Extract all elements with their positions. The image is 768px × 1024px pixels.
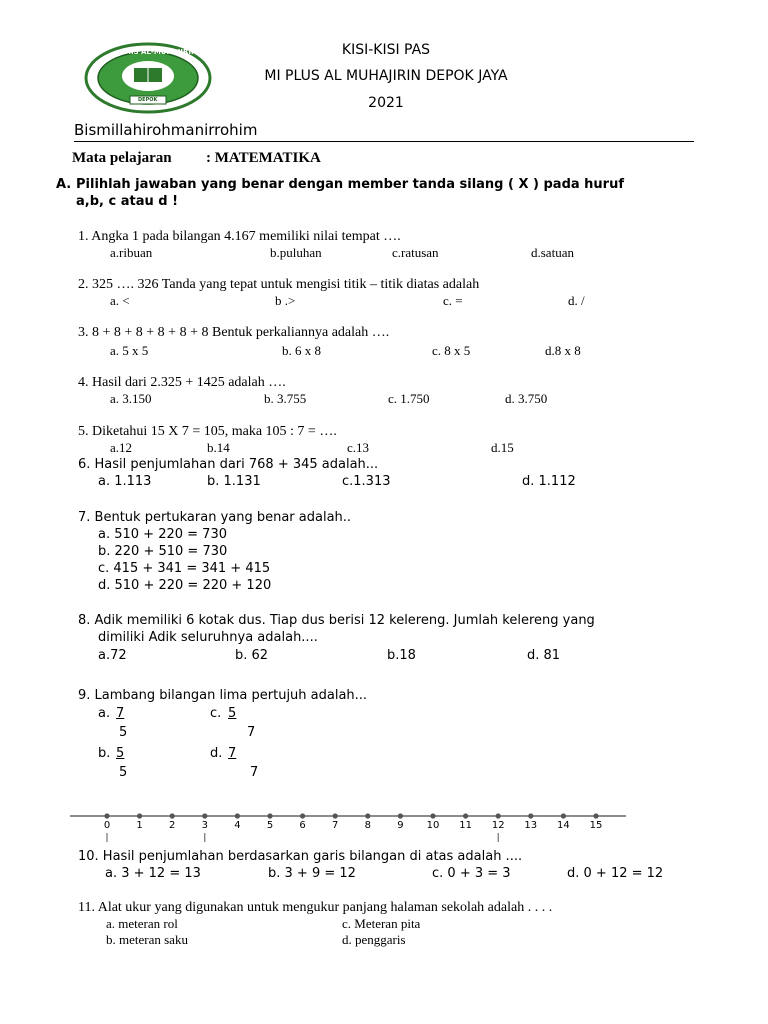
q3-option-b: b. 6 x 8 [282, 343, 321, 358]
number-line-label-0: 0 [103, 820, 111, 831]
number-line-point-5 [267, 813, 272, 818]
subject-value: : MATEMATIKA [206, 150, 321, 166]
q11-option-d: d. penggaris [342, 932, 406, 947]
q4-option-c: c. 1.750 [388, 391, 430, 406]
q6-option-d: d. 1.112 [522, 474, 576, 489]
header-school: MI PLUS AL MUHAJIRIN DEPOK JAYA [264, 68, 508, 84]
number-line-label-15: 15 [589, 820, 603, 831]
number-line-point-4 [235, 813, 240, 818]
q5-option-b: b.14 [207, 440, 230, 455]
q5-option-c: c.13 [347, 440, 370, 455]
header-title: KISI-KISI PAS [341, 42, 431, 58]
number-line-point-9 [398, 813, 403, 818]
number-line-label-12: 12 [491, 820, 505, 831]
number-line-label-7: 7 [332, 820, 339, 831]
q9-option-c-numerator: 5 [228, 706, 237, 721]
question-5: 5. Diketahui 15 X 7 = 105, maka 105 : 7 = …. [78, 424, 337, 439]
header-divider [74, 141, 694, 142]
q9-option-c-label: c. [210, 706, 222, 721]
q2-option-d: d. / [568, 293, 585, 308]
q5-option-d: d.15 [491, 440, 514, 455]
q4-option-a: a. 3.150 [110, 391, 152, 406]
number-line-label-8: 8 [364, 820, 371, 831]
q9-option-d-denominator: 7 [250, 765, 259, 780]
q9-option-b-denominator: 5 [119, 765, 128, 780]
q6-option-a: a. 1.113 [98, 474, 152, 489]
q6-option-c: c.1.313 [342, 474, 391, 489]
q5-option-a: a.12 [110, 440, 133, 455]
number-line [70, 804, 630, 848]
number-line-label-3: 3 [201, 820, 208, 831]
q4-option-d: d. 3.750 [505, 391, 548, 406]
q1-option-b: b.puluhan [270, 245, 322, 260]
q10-option-a: a. 3 + 12 = 13 [105, 866, 201, 881]
q10-option-c: c. 0 + 3 = 3 [432, 866, 511, 881]
number-line-label-6: 6 [299, 820, 306, 831]
number-line-point-2 [170, 813, 175, 818]
number-line-label-2: 2 [169, 820, 176, 831]
question-9: 9. Lambang bilangan lima pertujuh adalah... [78, 688, 368, 703]
question-1: 1. Angka 1 pada bilangan 4.167 memiliki nilai tempat …. [78, 229, 401, 244]
number-line-label-11: 11 [459, 820, 472, 831]
number-line-point-14 [561, 813, 566, 818]
number-line-point-15 [593, 813, 598, 818]
question-8-cont: dimiliki Adik seluruhnya adalah.... [98, 630, 318, 645]
logo-text-top: MIS AL-MUHAJIRIN [124, 48, 197, 56]
q7-option-a: a. 510 + 220 = 730 [98, 527, 227, 542]
q8-option-d: d. 81 [527, 648, 561, 663]
q9-option-d-numerator: 7 [228, 746, 237, 761]
q2-option-c: c. = [443, 293, 463, 308]
question-11: 11. Alat ukur yang digunakan untuk mengukur panjang halaman sekolah adalah . . . . [78, 900, 553, 915]
q9-option-a-label: a. [98, 706, 111, 721]
q7-option-d: d. 510 + 220 = 220 + 120 [98, 578, 272, 593]
q8-option-c: b.18 [387, 648, 416, 663]
question-7: 7. Bentuk pertukaran yang benar adalah.. [78, 510, 352, 525]
number-line-point-12 [496, 813, 501, 818]
q8-option-b: b. 62 [235, 648, 269, 663]
q11-option-b: b. meteran saku [106, 932, 188, 947]
number-line-point-11 [463, 813, 468, 818]
number-line-label-10: 10 [426, 820, 440, 831]
number-line-label-13: 13 [524, 820, 538, 831]
header-year: 2021 [368, 95, 404, 111]
q3-option-d: d.8 x 8 [545, 343, 581, 358]
q8-option-a: a.72 [98, 648, 127, 663]
q3-option-a: a. 5 x 5 [110, 343, 149, 358]
q9-option-a-numerator: 7 [116, 706, 125, 721]
number-line-label-1: 1 [136, 820, 143, 831]
number-line-point-0 [104, 813, 109, 818]
number-line-point-7 [333, 813, 338, 818]
number-line-point-6 [300, 813, 305, 818]
q1-option-c: c.ratusan [392, 245, 439, 260]
number-line-label-14: 14 [557, 820, 570, 831]
q4-option-b: b. 3.755 [264, 391, 307, 406]
q9-option-d-label: d. [210, 746, 223, 761]
question-8: 8. Adik memiliki 6 kotak dus. Tiap dus berisi 12 kelereng. Jumlah kelereng yang [78, 613, 595, 628]
q9-option-a-denominator: 5 [119, 725, 128, 740]
q9-option-c-denominator: 7 [247, 725, 256, 740]
q10-option-d: d. 0 + 12 = 12 [567, 866, 664, 881]
number-line-point-13 [528, 813, 533, 818]
question-4: 4. Hasil dari 2.325 + 1425 adalah …. [78, 375, 286, 390]
question-6: 6. Hasil penjumlahan dari 768 + 345 adalah... [78, 457, 379, 472]
question-3: 3. 8 + 8 + 8 + 8 + 8 + 8 Bentuk perkaliannya adalah …. [78, 325, 390, 340]
q3-option-c: c. 8 x 5 [432, 343, 471, 358]
q7-option-b: b. 220 + 510 = 730 [98, 544, 228, 559]
number-line-point-8 [365, 813, 370, 818]
q11-option-c: c. Meteran pita [342, 916, 421, 931]
subject-label: Mata pelajaran [72, 150, 172, 166]
number-line-label-5: 5 [266, 820, 274, 831]
q1-option-d: d.satuan [531, 245, 574, 260]
number-line-point-10 [430, 813, 435, 818]
q7-option-c: c. 415 + 341 = 341 + 415 [98, 561, 271, 576]
q11-option-a: a. meteran rol [106, 916, 178, 931]
number-line-label-4: 4 [234, 820, 241, 831]
q10-option-b: b. 3 + 9 = 12 [268, 866, 356, 881]
number-line-point-3 [202, 813, 207, 818]
q2-option-b: b .> [275, 293, 296, 308]
section-instruction: Pilihlah jawaban yang benar dengan member tanda silang ( X ) pada huruf [76, 177, 625, 192]
question-10: 10. Hasil penjumlahan berdasarkan garis bilangan di atas adalah .... [78, 849, 523, 864]
number-line-label-9: 9 [397, 820, 404, 831]
logo-text-bottom: DEPOK [138, 97, 158, 103]
q2-option-a: a. < [110, 293, 130, 308]
q9-option-b-numerator: 5 [116, 746, 125, 761]
number-line-point-1 [137, 813, 142, 818]
bismillah: Bismillahirohmanirrohim [74, 121, 258, 139]
q1-option-a: a.ribuan [110, 245, 153, 260]
section-instruction-2: a,b, c atau d ! [76, 194, 179, 209]
q6-option-b: b. 1.131 [207, 474, 261, 489]
question-2: 2. 325 …. 326 Tanda yang tepat untuk mengisi titik – titik diatas adalah [78, 277, 480, 292]
q9-option-b-label: b. [98, 746, 111, 761]
section-letter: A. [56, 177, 72, 192]
